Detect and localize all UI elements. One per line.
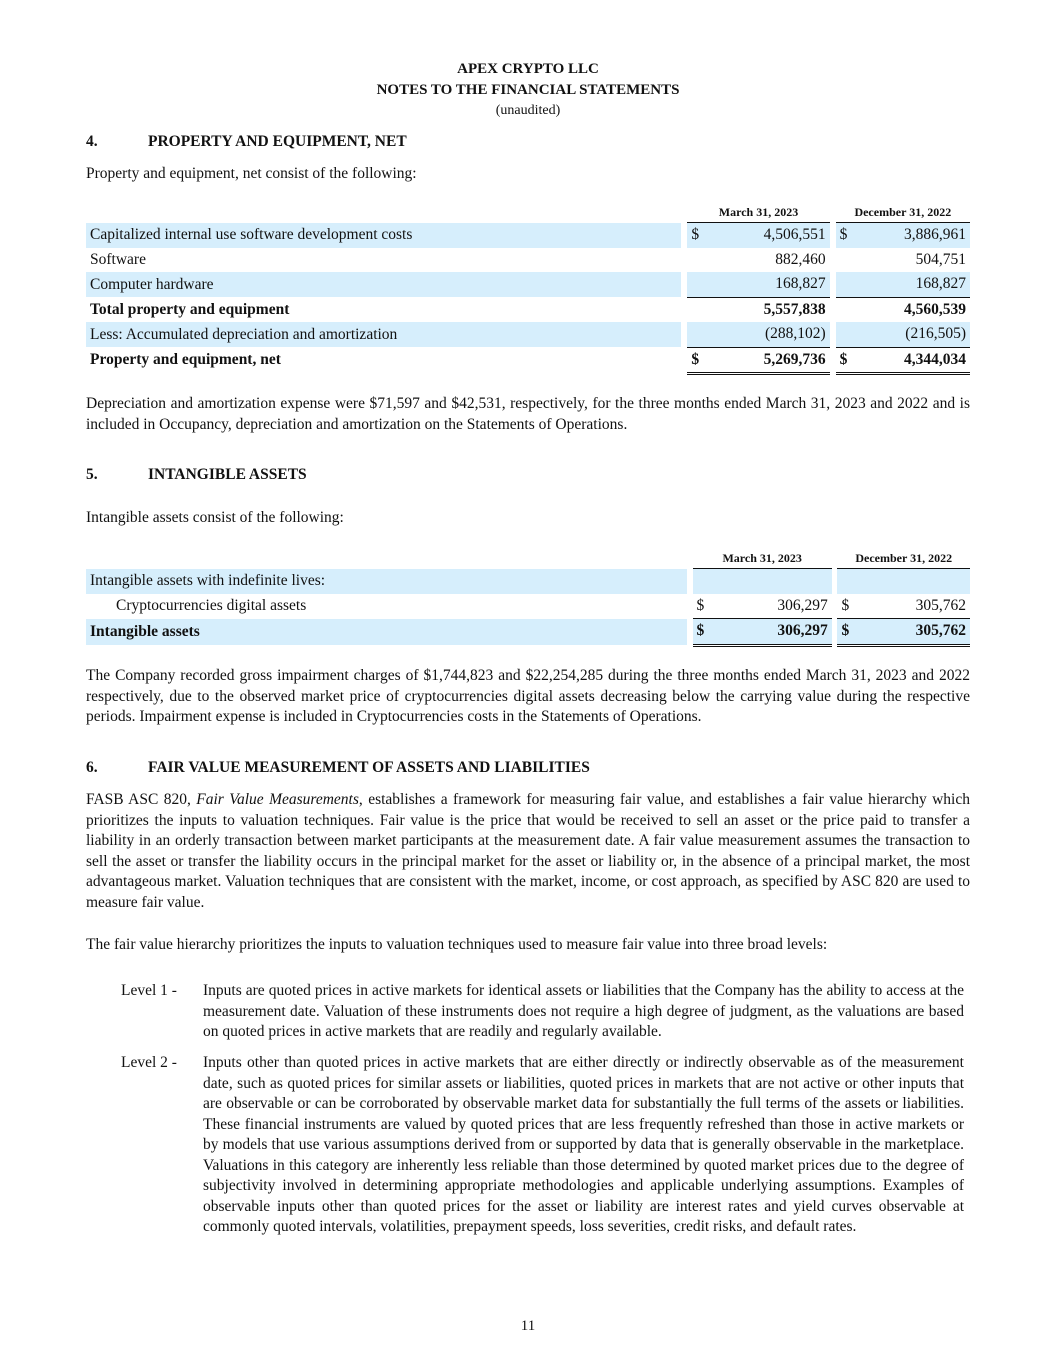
- level-2-text: Inputs other than quoted prices in active markets that are either directly or indirectly observable as of the measurement date, such as quoted prices for similar assets or liabilities, quoted prices in markets that are not active or other inputs that are observable or can be corroborated by observable market data for substantially the full terms of the assets or liabilities. These financial instruments are valued by quoted prices that are less frequently refreshed than those in active markets or by models that use various assumptions derived from or supported by data that is generally observable in the marketplace. Valuations in this category are inherently less reliable than those determined by quoted market prices due to the degree of subjectivity involved in determining appropriate methodologies and applicable underlying assumptions. Examples of observable inputs other than quoted prices for the asset or liability are interest rates and yield curves observable at commonly quoted intervals, volatilities, prepayment speeds, loss severities, credit risks, and default rates.: [203, 1054, 964, 1235]
- currency-symbol: [837, 569, 855, 594]
- row-label: Software: [90, 250, 146, 268]
- intangible-assets-table: [86, 544, 970, 647]
- currency-symbol: [687, 322, 705, 347]
- section-4-note: Depreciation and amortization expense were $71,597 and $42,531, respectively, for the three months ended March 31, 2023 and 2022 and is included in Occupancy, depreciation and amortization on the Statements of Operations.: [86, 395, 970, 433]
- table-row: [86, 569, 970, 594]
- table-row-total: [86, 619, 970, 646]
- document-subtitle: (unaudited): [495, 103, 561, 118]
- column-header-december-2022: December 31, 2022: [837, 544, 970, 569]
- value-december-2022: 504,751: [915, 250, 966, 268]
- company-name: APEX CRYPTO LLC: [457, 61, 599, 77]
- level-2-tag: Level 2 -: [121, 1054, 177, 1071]
- section-4-number: 4.: [86, 133, 98, 150]
- currency-symbol: [836, 322, 854, 347]
- value-december-2022: 3,886,961: [854, 223, 970, 248]
- value-march-2023: 4,506,551: [705, 223, 829, 248]
- page-number: 11: [520, 1318, 536, 1334]
- row-label: Total property and equipment: [90, 300, 290, 318]
- level-1-tag: Level 1 -: [121, 982, 177, 999]
- row-label: Capitalized internal use software development costs: [86, 223, 681, 248]
- table-row: [86, 594, 970, 619]
- table-header-row: [86, 544, 970, 569]
- value-march-2023: 306,297: [777, 596, 828, 614]
- currency-symbol: $: [687, 223, 705, 248]
- value-december-2022: [855, 569, 970, 594]
- level-1-text: Inputs are quoted prices in active markets for identical assets or liabilities that the Company has the ability to access at the measurement date. Valuation of these instruments does not require a high degree of judgment, as the valuations are based on quoted prices in active markets that are readily and regularly available.: [203, 982, 964, 1040]
- table-row-net: [86, 347, 970, 374]
- currency-symbol: $: [696, 596, 705, 614]
- table-row: [86, 248, 970, 273]
- column-header-march-2023: March 31, 2023: [693, 544, 832, 569]
- property-equipment-table: [86, 198, 970, 375]
- table-header-row: [86, 198, 970, 223]
- table-row: [86, 223, 970, 248]
- value-december-2022: (216,505): [854, 322, 970, 347]
- currency-symbol: [836, 248, 854, 273]
- row-label: Intangible assets with indefinite lives:: [86, 569, 687, 594]
- row-label: Property and equipment, net: [90, 351, 281, 369]
- row-label: Computer hardware: [86, 272, 681, 297]
- section-6-paragraph-2: The fair value hierarchy prioritizes the inputs to valuation techniques used to measure fair value into three broad levels:: [86, 936, 828, 953]
- value-december-2022: 4,560,539: [854, 297, 970, 322]
- value-december-2022: 168,827: [854, 272, 970, 297]
- document-title: NOTES TO THE FINANCIAL STATEMENTS: [376, 82, 680, 98]
- section-5-note: The Company recorded gross impairment charges of $1,744,823 and $22,254,285 during the three months ended March 31, 2023 and 2022 respectively, due to the observed market price of cryptocurrencies digital assets decreasing below the carrying value during the respective periods. Impairment expense is included in Cryptocurrencies costs in the Statements of Operations.: [86, 667, 970, 725]
- section-5-title: INTANGIBLE ASSETS: [148, 466, 307, 483]
- section-6-title: FAIR VALUE MEASUREMENT OF ASSETS AND LIABILITIES: [148, 759, 590, 776]
- p1-lead: FASB ASC 820,: [86, 791, 197, 808]
- currency-symbol: [836, 272, 854, 297]
- row-label: Intangible assets: [86, 619, 687, 646]
- section-4-heading: [86, 133, 407, 151]
- value-december-2022: 305,762: [855, 619, 970, 646]
- currency-symbol: $: [841, 596, 850, 614]
- row-label: Cryptocurrencies digital assets: [116, 597, 307, 614]
- value-december-2022: 305,762: [915, 596, 966, 614]
- table-row: [86, 322, 970, 347]
- currency-symbol: [693, 569, 711, 594]
- currency-symbol: $: [836, 347, 854, 374]
- value-december-2022: 4,344,034: [854, 347, 970, 374]
- section-6-paragraph-1: [86, 790, 970, 913]
- column-header-december-2022: December 31, 2022: [836, 198, 970, 223]
- section-4-title: PROPERTY AND EQUIPMENT, NET: [148, 133, 407, 150]
- section-6-number: 6.: [86, 759, 98, 776]
- section-5-number: 5.: [86, 466, 98, 483]
- value-march-2023: [710, 569, 831, 594]
- value-march-2023: 306,297: [710, 619, 831, 646]
- currency-symbol: [687, 248, 705, 273]
- value-march-2023: 5,269,736: [705, 347, 829, 374]
- currency-symbol: $: [693, 619, 711, 646]
- currency-symbol: [836, 297, 854, 322]
- value-march-2023: 882,460: [775, 250, 826, 268]
- p1-italic-title: Fair Value Measurements: [196, 791, 359, 808]
- currency-symbol: [687, 297, 705, 322]
- row-label: Less: Accumulated depreciation and amortization: [86, 322, 681, 347]
- p1-rest: , establishes a framework for measuring fair value, and establishes a fair value hierarchy which prioritizes the inputs to valuation techniques. Fair value is the price that would be received to sell an asset or the price paid to transfer a liability in an orderly transaction between market participants at the measurement date. A fair value measurement assumes the transaction to sell the asset or transfer the liability occurs in the principal market for the asset or liability or, in the absence of a principal market, the most advantageous market. Valuation techniques that are consistent with the market, income, or cost approach, as specified by ASC 820 are used to measure fair value.: [86, 791, 970, 911]
- currency-symbol: [687, 272, 705, 297]
- table-row: [86, 272, 970, 297]
- section-5-intro: Intangible assets consist of the following:: [86, 509, 344, 526]
- currency-symbol: $: [687, 347, 705, 374]
- section-5-heading: [86, 466, 307, 484]
- section-4-intro: Property and equipment, net consist of the following:: [86, 165, 417, 182]
- section-6-heading: [86, 759, 590, 777]
- currency-symbol: $: [837, 619, 855, 646]
- currency-symbol: $: [836, 223, 854, 248]
- table-row-total: [86, 297, 970, 322]
- value-march-2023: (288,102): [705, 322, 829, 347]
- column-header-march-2023: March 31, 2023: [687, 198, 829, 223]
- value-march-2023: 168,827: [705, 272, 829, 297]
- value-march-2023: 5,557,838: [705, 297, 829, 322]
